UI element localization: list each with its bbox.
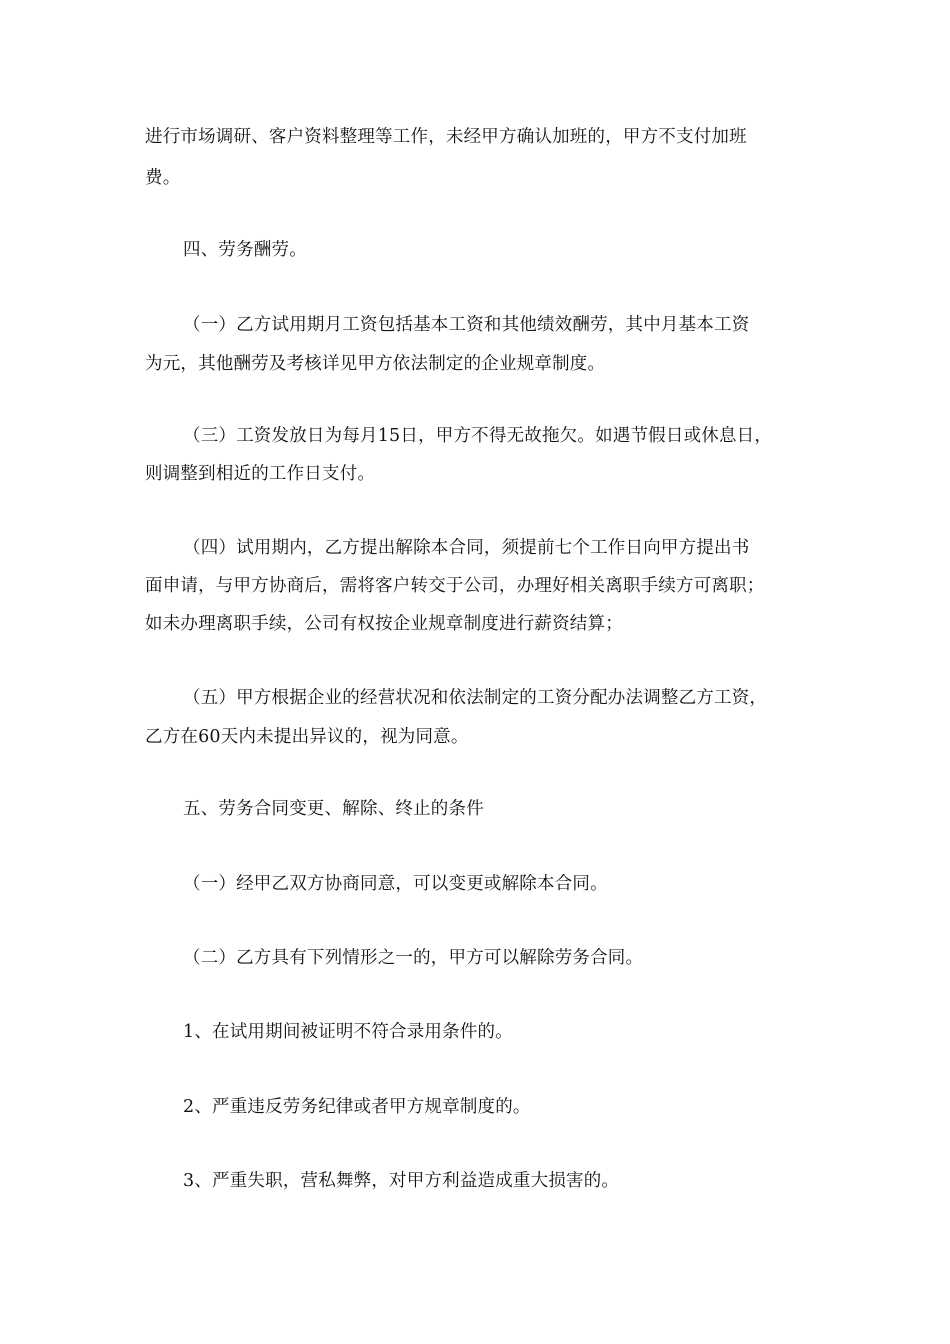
list-item: 1、在试用期间被证明不符合录用条件的。 bbox=[183, 1022, 513, 1042]
paragraph-line: 进行市场调研、客户资料整理等工作，未经甲方确认加班的，甲方不支付加班 bbox=[145, 127, 747, 147]
section-heading: 五、劳务合同变更、解除、终止的条件 bbox=[183, 799, 484, 819]
paragraph-line: （二）乙方具有下列情形之一的，甲方可以解除劳务合同。 bbox=[183, 948, 644, 968]
paragraph-line: （一）经甲乙双方协商同意，可以变更或解除本合同。 bbox=[183, 874, 608, 894]
section-heading: 四、劳务酬劳。 bbox=[183, 240, 307, 260]
list-item: 2、严重违反劳务纪律或者甲方规章制度的。 bbox=[183, 1097, 531, 1117]
paragraph-line: （五）甲方根据企业的经营状况和依法制定的工资分配办法调整乙方工资， bbox=[183, 688, 768, 708]
paragraph-line: 为元，其他酬劳及考核详见甲方依法制定的企业规章制度。 bbox=[145, 354, 606, 374]
paragraph-line: 如未办理离职手续，公司有权按企业规章制度进行薪资结算； bbox=[145, 614, 623, 634]
paragraph-line: （三）工资发放日为每月15日，甲方不得无故拖欠。如遇节假日或休息日， bbox=[183, 426, 773, 446]
paragraph-line: （四）试用期内，乙方提出解除本合同，须提前七个工作日向甲方提出书 bbox=[183, 538, 750, 558]
list-item: 3、严重失职，营私舞弊，对甲方利益造成重大损害的。 bbox=[183, 1171, 620, 1191]
paragraph-line: 费。 bbox=[145, 168, 181, 188]
paragraph-line: 面申请，与甲方协商后，需将客户转交于公司，办理好相关离职手续方可离职； bbox=[145, 576, 765, 596]
paragraph-line: 则调整到相近的工作日支付。 bbox=[145, 464, 376, 484]
paragraph-line: 乙方在60天内未提出异议的，视为同意。 bbox=[145, 727, 469, 747]
paragraph-line: （一）乙方试用期月工资包括基本工资和其他绩效酬劳，其中月基本工资 bbox=[183, 315, 750, 335]
